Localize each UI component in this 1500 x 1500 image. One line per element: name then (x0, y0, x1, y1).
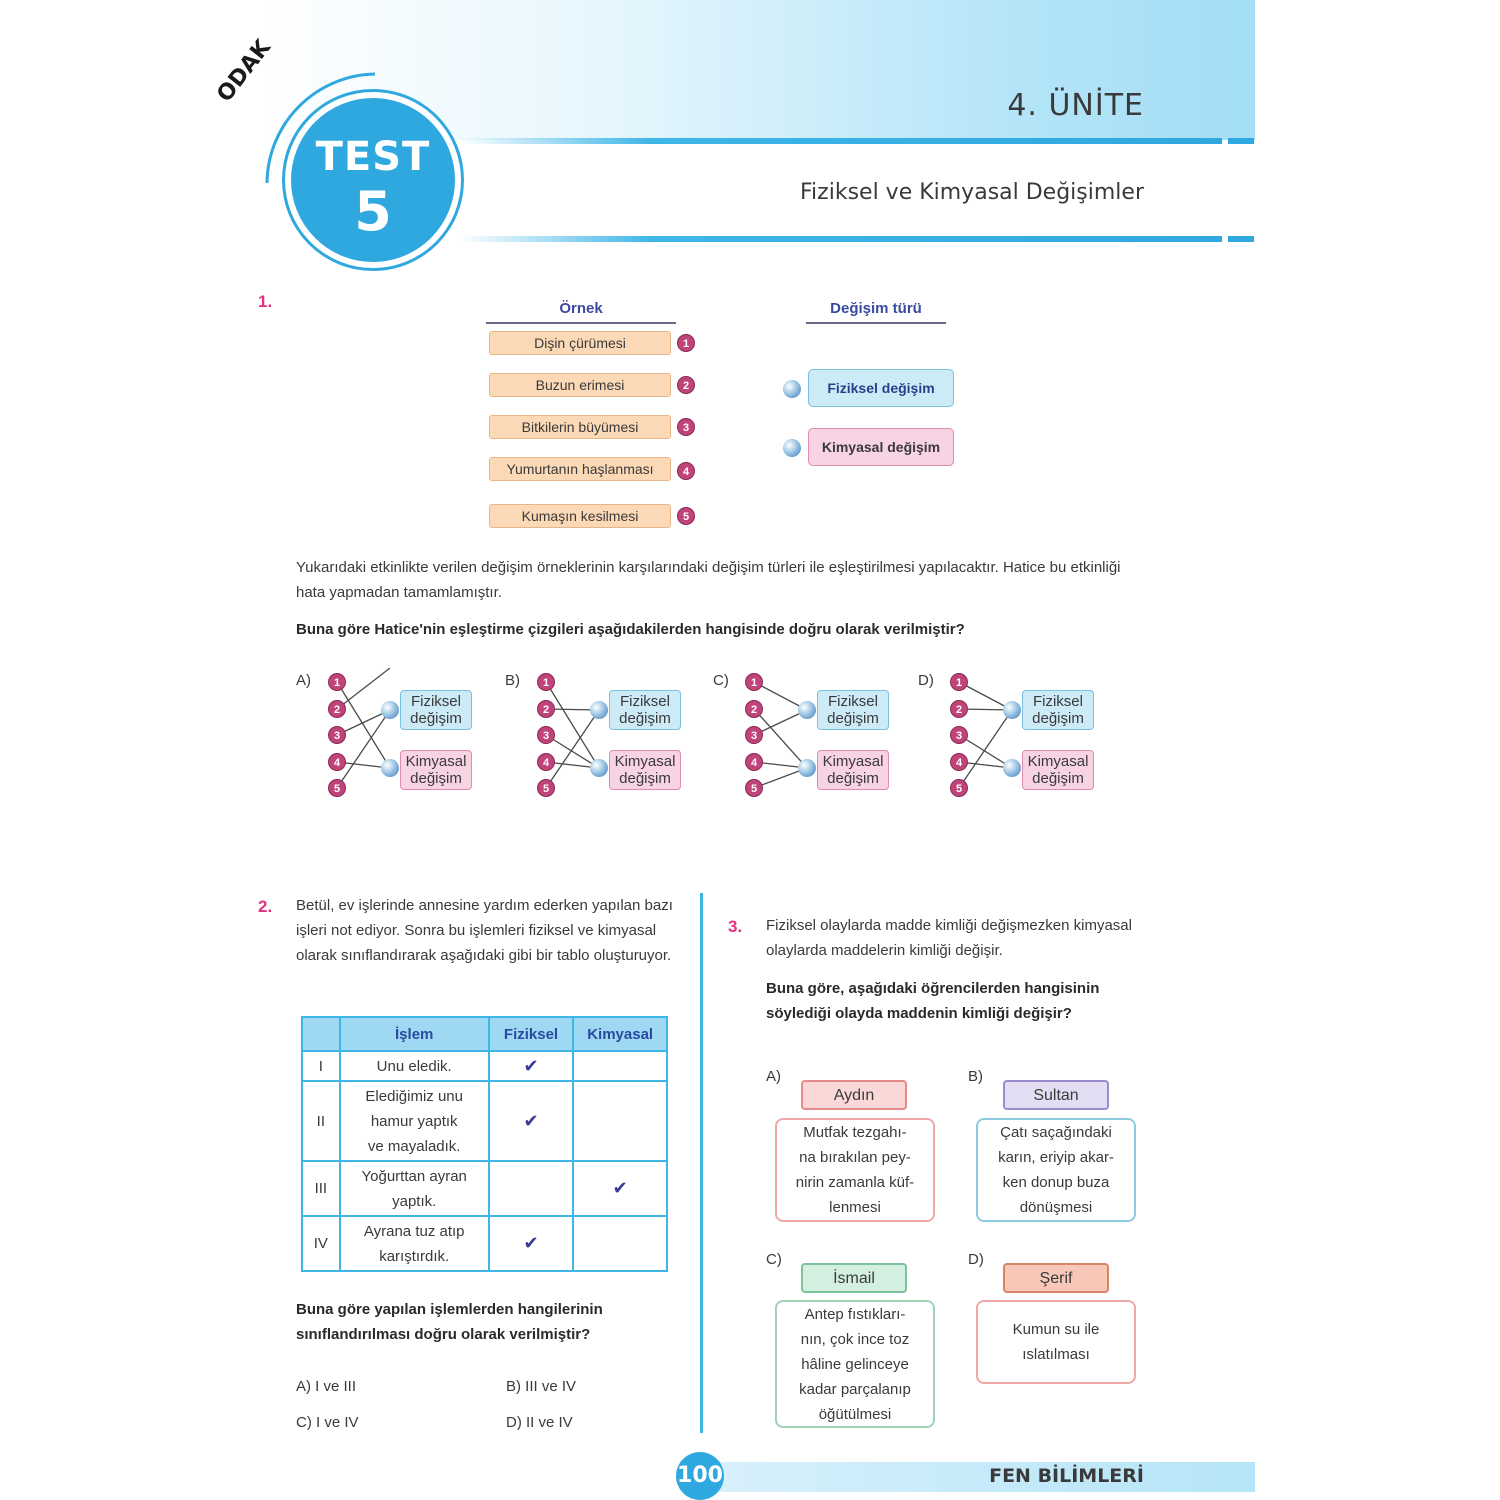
question-3-prompt: Buna göre, aşağıdaki öğrencilerden hangisinin söylediği olayda maddenin kimliği değişir? (766, 980, 1100, 1022)
number-dot: 5 (537, 779, 555, 797)
row-chemical-check (573, 1081, 667, 1161)
row-process (340, 1081, 489, 1161)
row-physical-check: ✔ (489, 1051, 574, 1081)
connector-ball (783, 380, 801, 398)
option-label: C) (766, 1251, 782, 1268)
subject-label: FEN BİLİMLERİ (989, 1465, 1144, 1487)
matching-line (337, 668, 390, 709)
statement-card-c[interactable] (775, 1300, 935, 1428)
connector-ball (783, 439, 801, 457)
connector-ball (1003, 759, 1021, 777)
mini-box-line: Kimyasal (614, 753, 676, 770)
question-2-number: 2. (258, 897, 273, 916)
option-label: B) (968, 1068, 983, 1085)
table-row (302, 1161, 667, 1216)
option-label: C) (713, 672, 729, 689)
header-rule-top (460, 138, 1222, 144)
mini-physical-box (1022, 690, 1094, 730)
row-process-line: Yoğurttan ayran (361, 1167, 467, 1185)
number-dot: 1 (950, 673, 968, 691)
statement-line: karın, eriyip akar- (998, 1149, 1114, 1166)
statement-line: kadar parçalanıp (799, 1380, 911, 1398)
row-id: III (302, 1161, 340, 1216)
number-dot: 1 (328, 673, 346, 691)
student-name-serif: Şerif (1003, 1263, 1109, 1293)
example-column-header: Örnek (559, 300, 603, 317)
mini-chemical-box (817, 750, 889, 790)
number-dot: 1 (537, 673, 555, 691)
answer-option-d[interactable] (918, 668, 1108, 808)
statement-line: hâline gelinceye (801, 1355, 909, 1373)
example-box: Buzun erimesi (489, 373, 671, 397)
chemical-change-box: Kimyasal değişim (808, 428, 954, 466)
statement-line: Kumun su ile (1012, 1321, 1100, 1338)
matching-line (337, 682, 390, 768)
answer-choice-b[interactable]: B) III ve IV (506, 1378, 577, 1395)
matching-line (546, 710, 599, 788)
answer-option-a[interactable] (296, 668, 486, 808)
statement-line: nirin zamanla küf- (795, 1174, 915, 1191)
option-label: B) (505, 672, 520, 689)
statement-line: dönüşmesi (1019, 1199, 1093, 1216)
row-chemical-check (573, 1216, 667, 1271)
mini-box-line: Fiziksel (410, 693, 461, 710)
example-box: Yumurtanın haşlanması (489, 457, 671, 481)
number-dot: 3 (328, 726, 346, 744)
table-row (302, 1081, 667, 1161)
statement-line: nın, çok ince toz (800, 1330, 910, 1348)
header-rule-bottom-end (1228, 236, 1254, 242)
example-box: Dişin çürümesi (489, 331, 671, 355)
number-dot: 2 (950, 700, 968, 718)
connector-ball (590, 701, 608, 719)
example-number-badge: 4 (677, 462, 695, 480)
matching-line (959, 710, 1012, 788)
statement-text (799, 1302, 911, 1427)
row-process (340, 1216, 489, 1271)
test-badge (285, 92, 461, 268)
mini-box-line: değişim (827, 770, 879, 787)
header-rule-bottom (460, 236, 1222, 242)
statement-text (1013, 1317, 1100, 1367)
mini-box-line: Kimyasal (405, 753, 467, 770)
statement-card-b[interactable] (976, 1118, 1136, 1222)
number-dot: 5 (328, 779, 346, 797)
mini-box-line: Kimyasal (1027, 753, 1089, 770)
connector-ball (590, 759, 608, 777)
statement-line: öğütülmesi (818, 1405, 892, 1423)
answer-choice-c[interactable]: C) I ve IV (296, 1414, 359, 1431)
mini-box-line: Fiziksel (1032, 693, 1083, 710)
option-label: D) (918, 672, 934, 689)
option-label: D) (968, 1251, 984, 1268)
question-3-text: Fiziksel olaylarda madde kimliği değişmezken kimyasal olaylarda maddelerin kimliği değişir. (766, 917, 1132, 959)
row-process-line: Elediğimiz unu (365, 1087, 463, 1105)
student-name-ismail: İsmail (801, 1263, 907, 1293)
question-1-text: Yukarıdaki etkinlikte verilen değişim örneklerinin karşılarındaki değişim türleri ile eşleştirilmesi yapılacaktır. Hatice bu etkinliği hata yapmadan tamamlamıştır. (296, 559, 1121, 601)
row-process-line: ve mayaladık. (367, 1137, 461, 1155)
row-process (340, 1051, 489, 1081)
row-process (340, 1161, 489, 1216)
student-name-aydin: Aydın (801, 1080, 907, 1110)
mini-box-line: değişim (827, 710, 879, 727)
connector-ball (381, 701, 399, 719)
matching-line (337, 710, 390, 788)
student-name-sultan: Sultan (1003, 1080, 1109, 1110)
test-badge-word: TEST (315, 134, 431, 180)
test-badge-number: 5 (354, 180, 392, 243)
topic-title: Fiziksel ve Kimyasal Değişimler (800, 180, 1144, 205)
mini-box-line: değişim (619, 770, 671, 787)
mini-box-line: değişim (410, 770, 462, 787)
row-physical-check: ✔ (489, 1216, 574, 1271)
statement-line: na bırakılan pey- (799, 1149, 911, 1166)
row-id: II (302, 1081, 340, 1161)
connector-ball (798, 759, 816, 777)
connector-ball (798, 701, 816, 719)
answer-option-c[interactable] (713, 668, 903, 808)
mini-physical-box (400, 690, 472, 730)
number-dot: 4 (328, 753, 346, 771)
number-dot: 3 (950, 726, 968, 744)
mini-physical-box (609, 690, 681, 730)
statement-line: lenmesi (829, 1199, 881, 1216)
connector-ball (381, 759, 399, 777)
statement-card-d[interactable] (976, 1300, 1136, 1384)
statement-card-a[interactable] (775, 1118, 935, 1222)
mini-physical-box (817, 690, 889, 730)
mini-box-line: değişim (1032, 770, 1084, 787)
footer-band (700, 1462, 1255, 1492)
question-1-number: 1. (258, 292, 273, 311)
answer-choice-d[interactable]: D) II ve IV (506, 1414, 573, 1431)
question-3-number: 3. (728, 917, 743, 936)
mini-box-line: Fiziksel (619, 693, 670, 710)
statement-line: ıslatılması (1022, 1346, 1090, 1363)
mini-chemical-box (400, 750, 472, 790)
table-row (302, 1216, 667, 1271)
type-column-rule (806, 322, 946, 324)
mini-box-line: Kimyasal (822, 753, 884, 770)
example-number-badge: 5 (677, 507, 695, 525)
table-header-cell: Kimyasal (573, 1017, 667, 1051)
answer-option-b[interactable] (505, 668, 695, 808)
statement-line: ken donup buza (1002, 1174, 1110, 1191)
example-column-rule (486, 322, 676, 324)
row-physical-check (489, 1161, 574, 1216)
row-id: IV (302, 1216, 340, 1271)
mini-box-line: değişim (1032, 710, 1084, 727)
connector-ball (1003, 701, 1021, 719)
row-process-line: Unu eledik. (376, 1057, 452, 1075)
number-dot: 1 (745, 673, 763, 691)
number-dot: 3 (745, 726, 763, 744)
table-header-cell (302, 1017, 340, 1051)
number-dot: 2 (745, 700, 763, 718)
number-dot: 4 (950, 753, 968, 771)
table-row (302, 1051, 667, 1081)
row-process-line: yaptık. (392, 1192, 437, 1210)
mini-box-line: değişim (619, 710, 671, 727)
statement-text (796, 1120, 914, 1220)
row-chemical-check: ✔ (573, 1161, 667, 1216)
example-box: Kumaşın kesilmesi (489, 504, 671, 528)
table-header-cell: İşlem (340, 1017, 489, 1051)
example-number-badge: 3 (677, 418, 695, 436)
example-number-badge: 1 (677, 334, 695, 352)
row-id: I (302, 1051, 340, 1081)
physical-change-box: Fiziksel değişim (808, 369, 954, 407)
number-dot: 3 (537, 726, 555, 744)
column-divider (700, 893, 703, 1433)
row-physical-check: ✔ (489, 1081, 574, 1161)
statement-line: Çatı saçağındaki (1000, 1124, 1112, 1141)
mini-box-line: Fiziksel (827, 693, 878, 710)
row-process-line: karıştırdık. (379, 1247, 450, 1265)
number-dot: 2 (537, 700, 555, 718)
row-process-line: hamur yaptık (370, 1112, 458, 1130)
header-rule-top-end (1228, 138, 1254, 144)
number-dot: 5 (950, 779, 968, 797)
mini-chemical-box (1022, 750, 1094, 790)
example-number-badge: 2 (677, 376, 695, 394)
matching-line (546, 682, 599, 768)
answer-choice-a[interactable]: A) I ve III (296, 1378, 357, 1395)
question-2-prompt: Buna göre yapılan işlemlerden hangilerinin sınıflandırılması doğru olarak verilmiştir? (296, 1301, 603, 1343)
classification-table (301, 1016, 668, 1272)
number-dot: 4 (537, 753, 555, 771)
statement-line: Antep fıstıkları- (804, 1305, 906, 1323)
statement-text (998, 1120, 1114, 1220)
question-2-text: Betül, ev işlerinde annesine yardım ederken yapılan bazı işleri not ediyor. Sonra bu işlemleri fiziksel ve kimyasal olarak sınıflandırarak aşağıdaki gibi bir tablo oluşturuyor. (296, 897, 673, 964)
example-box: Bitkilerin büyümesi (489, 415, 671, 439)
mini-chemical-box (609, 750, 681, 790)
row-chemical-check (573, 1051, 667, 1081)
number-dot: 4 (745, 753, 763, 771)
statement-line: Mutfak tezgahı- (803, 1124, 907, 1141)
unit-title: 4. ÜNİTE (1007, 88, 1144, 123)
option-label: A) (766, 1068, 781, 1085)
mini-box-line: değişim (410, 710, 462, 727)
type-column-header: Değişim türü (830, 300, 922, 317)
page-number: 100 (676, 1452, 724, 1500)
question-1-prompt: Buna göre Hatice'nin eşleştirme çizgileri aşağıdakilerden hangisinde doğru olarak verilmiştir? (296, 621, 965, 638)
number-dot: 2 (328, 700, 346, 718)
table-header-cell: Fiziksel (489, 1017, 574, 1051)
option-label: A) (296, 672, 311, 689)
odak-label: ODAK (212, 35, 276, 107)
number-dot: 5 (745, 779, 763, 797)
row-process-line: Ayrana tuz atıp (363, 1222, 465, 1240)
